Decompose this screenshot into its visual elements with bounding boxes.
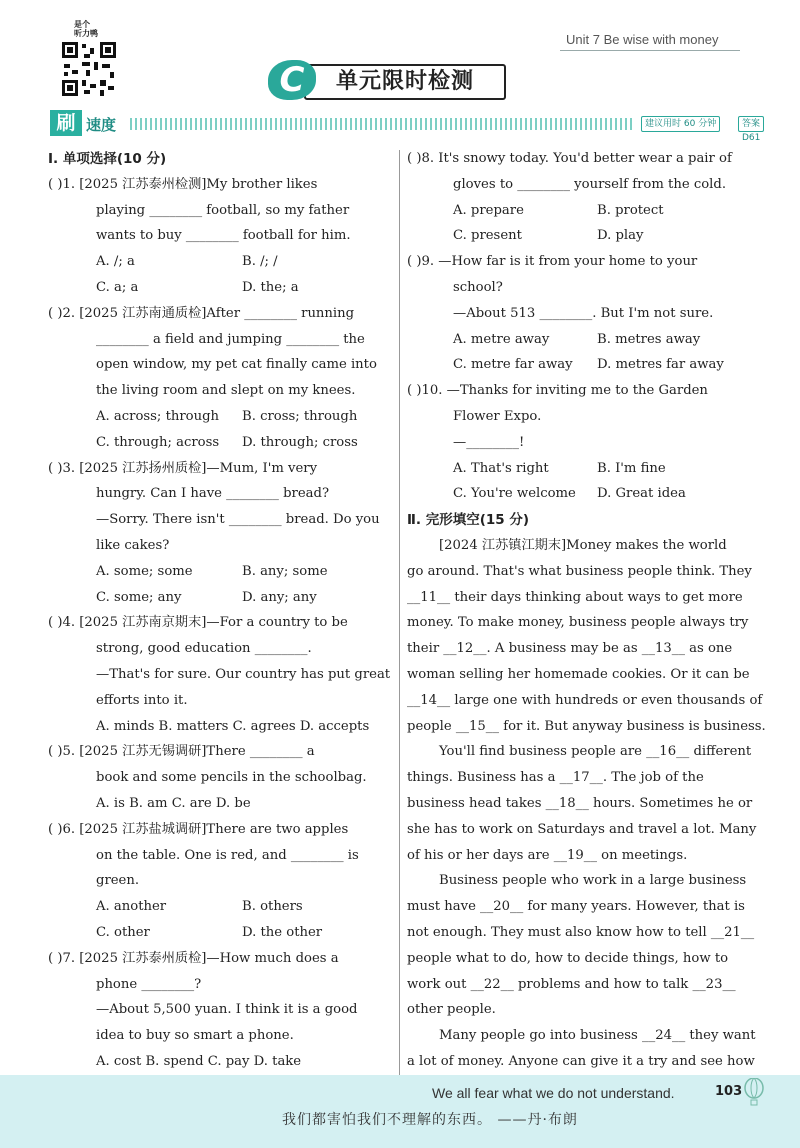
unit-title: Unit 7 Be wise with money xyxy=(566,32,719,47)
option-text: D. the other xyxy=(242,925,323,940)
text-line: A. metre away xyxy=(453,331,550,347)
text-line: Ⅰ. 单项选择(10 分) xyxy=(48,151,167,167)
text-line: C. other xyxy=(96,925,150,940)
text-line: ( )9. —How far is it from your home to your xyxy=(407,254,698,270)
text-line: the living room and slept on my knees. xyxy=(96,383,356,399)
option-text: B. /; / xyxy=(242,254,278,270)
text-line: hungry. Can I have ________ bread? xyxy=(96,486,330,502)
text-line: —About 513 ________. But I'm not sure. xyxy=(453,305,714,321)
text-line: __11__ their days thinking about ways to get more xyxy=(407,589,743,605)
time-value: 60 分钟 xyxy=(683,119,717,129)
option-text: B. protect xyxy=(597,202,664,218)
text-line: Flower Expo. xyxy=(453,409,542,424)
text-line: like cakes? xyxy=(96,538,170,553)
option-text: D. through; cross xyxy=(242,434,358,450)
page-title: 单元限时检测 xyxy=(304,64,506,100)
text-line: ( )6. [2025 江苏盐城调研]There are two apples xyxy=(48,821,349,837)
text-line: open window, my pet cat finally came into xyxy=(96,357,377,373)
time-tag-label: 建议用时 xyxy=(645,119,682,129)
text-line: A. That's right xyxy=(453,460,549,476)
text-line: __14__ large one with hundreds or even thousands of xyxy=(407,692,763,708)
text-line: other people. xyxy=(407,1002,496,1018)
text-line: C. a; a xyxy=(96,280,139,295)
option-text: D. play xyxy=(597,228,644,244)
text-line: ( )1. [2025 江苏泰州检测]My brother likes xyxy=(48,176,318,192)
qr-label-2: 听力鸭 xyxy=(74,29,98,38)
text-line: people __15__ for it. But anyway business is business. xyxy=(407,718,766,734)
text-line: school? xyxy=(453,280,503,295)
text-line: a lot of money. Anyone can give it a try and see how xyxy=(407,1054,755,1069)
text-line: wants to buy ________ football for him. xyxy=(96,228,351,244)
text-line: gloves to ________ yourself from the cold. xyxy=(453,176,727,192)
shua-label: 刷 xyxy=(50,110,82,136)
text-line: playing ________ football, so my father xyxy=(96,202,350,218)
text-line: C. You're welcome xyxy=(453,486,576,502)
answer-page: D61 xyxy=(742,133,761,143)
text-line: ( )3. [2025 江苏扬州质检]—Mum, I'm very xyxy=(48,460,318,476)
text-line: ( )7. [2025 江苏泰州质检]—How much does a xyxy=(48,950,339,966)
text-line: ( )10. —Thanks for inviting me to the Garden xyxy=(407,383,708,399)
footer-quote-zh: 我们都害怕我们不理解的东西。 ——丹·布朗 xyxy=(282,1112,578,1128)
text-line: C. metre far away xyxy=(453,357,573,373)
section-title xyxy=(268,60,508,100)
option-text: D. the; a xyxy=(242,280,299,295)
unit-divider xyxy=(560,50,740,51)
text-line: A. prepare xyxy=(453,202,524,218)
c-logo-icon: C xyxy=(268,60,316,100)
time-tag xyxy=(641,116,720,132)
option-text: D. metres far away xyxy=(597,357,724,373)
text-line: Ⅱ. 完形填空(15 分) xyxy=(407,512,530,529)
stripe-decoration xyxy=(130,118,635,130)
text-line: You'll find business people are __16__ different xyxy=(439,744,752,760)
text-line: work out __22__ problems and how to talk __23__ xyxy=(407,976,736,992)
text-line: —That's for sure. Our country has put great xyxy=(96,667,391,682)
text-line: she has to work on Saturdays and travel a lot. Many xyxy=(407,821,757,837)
text-line: not enough. They must also know how to tell __21__ xyxy=(407,925,755,940)
text-line: —About 5,500 yuan. I think it is a good xyxy=(96,1002,358,1018)
text-line: A. across; through xyxy=(96,409,220,424)
text-line: book and some pencils in the schoolbag. xyxy=(96,770,367,786)
text-line: A. minds B. matters C. agrees D. accepts xyxy=(96,718,370,734)
text-line: A. another xyxy=(96,899,167,915)
text-line: A. some; some xyxy=(96,563,193,579)
text-line: ________ a field and jumping ________ the xyxy=(96,331,365,347)
text-line: idea to buy so smart a phone. xyxy=(96,1028,294,1044)
footer-quote-en: We all fear what we do not understand. xyxy=(432,1085,675,1101)
text-line: ( )8. It's snowy today. You'd better wear a pair of xyxy=(407,151,732,166)
text-line: on the table. One is red, and ________ is xyxy=(96,847,359,863)
text-line: people what to do, how to decide things, how to xyxy=(407,950,729,966)
text-line: C. through; across xyxy=(96,434,220,450)
text-line: woman selling her homemade cookies. Or it can be xyxy=(407,667,750,682)
text-line: their __12__. A business may be as __13__ as one xyxy=(407,641,733,657)
text-line: ( )5. [2025 江苏无锡调研]There ________ a xyxy=(48,744,315,760)
option-text: B. cross; through xyxy=(242,409,358,424)
answer-tag[interactable] xyxy=(738,116,764,143)
text-line: —Sorry. There isn't ________ bread. Do you xyxy=(96,512,380,528)
option-text: B. metres away xyxy=(597,331,701,347)
text-line: ( )2. [2025 江苏南通质检]After ________ running xyxy=(48,305,355,321)
option-text: B. I'm fine xyxy=(597,460,666,476)
text-line: business head takes __18__ hours. Sometimes he or xyxy=(407,796,753,811)
column-divider xyxy=(399,150,400,1075)
balloon-icon xyxy=(743,1078,765,1106)
text-line: A. cost B. spend C. pay D. take xyxy=(96,1054,302,1069)
option-text: D. any; any xyxy=(242,589,317,605)
qr-code[interactable] xyxy=(60,20,118,98)
text-line: green. xyxy=(96,873,140,889)
text-line: things. Business has a __17__. The job of the xyxy=(407,770,704,786)
text-line: Many people go into business __24__ they want xyxy=(439,1028,756,1044)
qr-label-1: 是个 xyxy=(74,20,90,29)
speed-label: 速度 xyxy=(86,116,117,134)
text-line: must have __20__ for many years. However, that is xyxy=(407,899,745,915)
text-line: Business people who work in a large business xyxy=(439,873,747,889)
text-line: A. /; a xyxy=(96,254,135,270)
qr-code-icon xyxy=(60,40,118,98)
answer-tag-label: 答案 xyxy=(742,119,761,129)
text-line: —________! xyxy=(453,434,525,450)
option-text: B. others xyxy=(242,899,303,915)
text-line: [2024 江苏镇江期末]Money makes the world xyxy=(439,538,727,553)
page-number: 103 xyxy=(715,1084,743,1099)
text-line: C. present xyxy=(453,228,522,244)
text-line: ( )4. [2025 江苏南京期末]—For a country to be xyxy=(48,615,348,631)
text-line: of his or her days are __19__ on meetings. xyxy=(407,847,688,863)
speed-bar xyxy=(50,110,761,143)
text-line: money. To make money, business people always try xyxy=(407,615,749,631)
text-line: go around. That's what business people think. They xyxy=(407,563,752,579)
option-text: B. any; some xyxy=(242,563,328,579)
text-line: phone ________? xyxy=(96,976,202,992)
text-line: A. is B. am C. are D. be xyxy=(96,796,251,811)
text-line: strong, good education ________. xyxy=(96,641,312,657)
option-text: D. Great idea xyxy=(597,486,686,502)
text-line: C. some; any xyxy=(96,589,182,605)
text-line: efforts into it. xyxy=(96,692,188,708)
